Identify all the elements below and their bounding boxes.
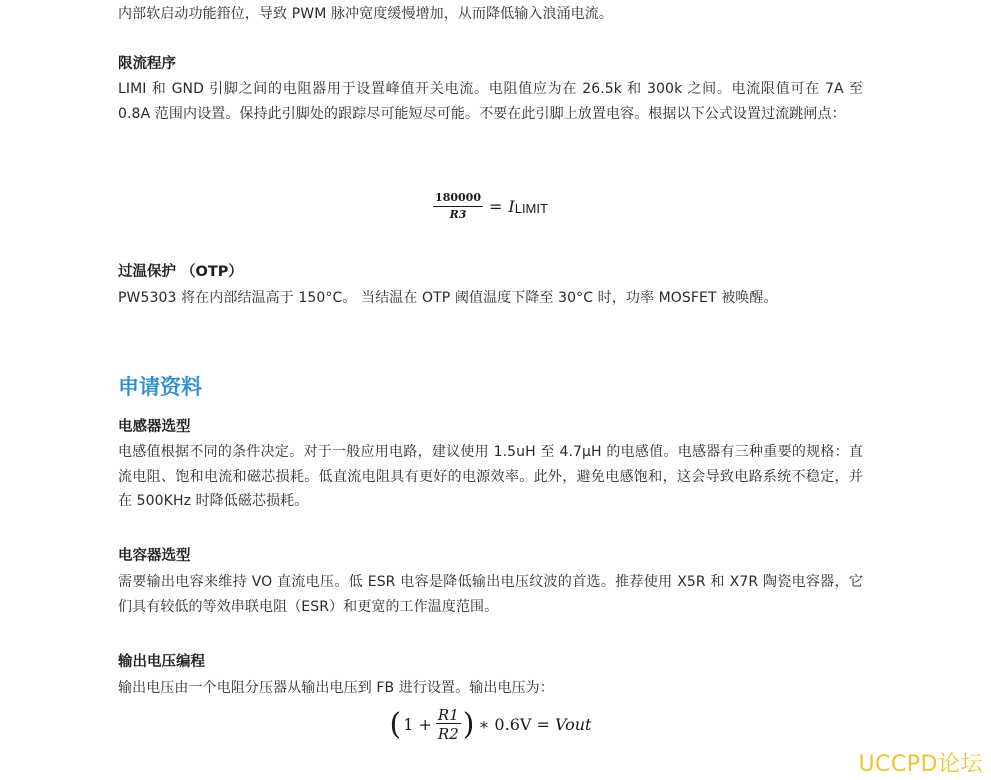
output-result: Vout [555, 715, 592, 734]
limit-fraction [433, 190, 483, 223]
output-heading: 输出电压编程 [118, 654, 205, 670]
otp-paragraph: PW5303 将在内部结温高于 150°C。 当结温在 OTP 阈值温度下降至 30°C 时，功率 MOSFET 被唤醒。 [118, 290, 778, 306]
limit-result-sub: LIMIT [514, 201, 548, 216]
output-paragraph: 输出电压由一个电阻分压器从输出电压到 FB 进行设置。输出电压为： [118, 680, 554, 696]
limit-equals: = [488, 197, 503, 216]
inductor-heading: 电感器选型 [118, 419, 191, 435]
output-numerator: R1 [437, 706, 459, 724]
output-mult: ∗ 0.6V = [478, 715, 556, 734]
output-formula [118, 707, 863, 742]
output-one: 1 + [403, 715, 432, 734]
limit-result-var: I [508, 197, 515, 216]
limit-denominator: R3 [449, 208, 467, 221]
output-close-paren: ) [462, 706, 475, 742]
intro-paragraph: 内部软启动功能箝位，导致 PWM 脉冲宽度缓慢增加，从而降低输入浪涌电流。 [118, 6, 613, 22]
capacitor-paragraph: 需要输出电容来维持 VO 直流电压。低 ESR 电容是降低输出电压纹波的首选。推荐使用 X5R 和 X7R 陶瓷电容器，它们具有较低的等效串联电阻（ESR）和更宽的工作温度范围。 [118, 574, 863, 615]
limit-paragraph: LIMI 和 GND 引脚之间的电阻器用于设置峰值开关电流。电阻值应为在 26.5k 和 300k 之间。电流限值可在 7A 至 0.8A 范围内设置。保持此引脚处的跟踪尽可能短尽可能。不要在此引脚上放置电容。根据以下公式设置过流跳闸点： [118, 81, 863, 122]
output-fraction [436, 707, 461, 742]
otp-heading: 过温保护 （OTP） [118, 264, 243, 280]
application-heading: 申请资料 [118, 375, 202, 399]
output-open-paren: ( [389, 706, 402, 742]
limit-formula [118, 190, 863, 223]
inductor-paragraph: 电感值根据不同的条件决定。对于一般应用电路，建议使用 1.5uH 至 4.7μH 的电感值。电感器有三种重要的规格：直流电阻、饱和电流和磁芯损耗。低直流电阻具有更好的电源效率。此外，避免电感饱和，这会导致电路系统不稳定，并在 500KHz 时降低磁芯损耗。 [118, 444, 863, 509]
limit-numerator: 180000 [433, 190, 483, 207]
capacitor-heading: 电容器选型 [118, 548, 191, 564]
output-denominator: R2 [437, 725, 459, 743]
limit-heading: 限流程序 [118, 56, 176, 72]
watermark-text: UCCPD论坛 [858, 752, 983, 777]
